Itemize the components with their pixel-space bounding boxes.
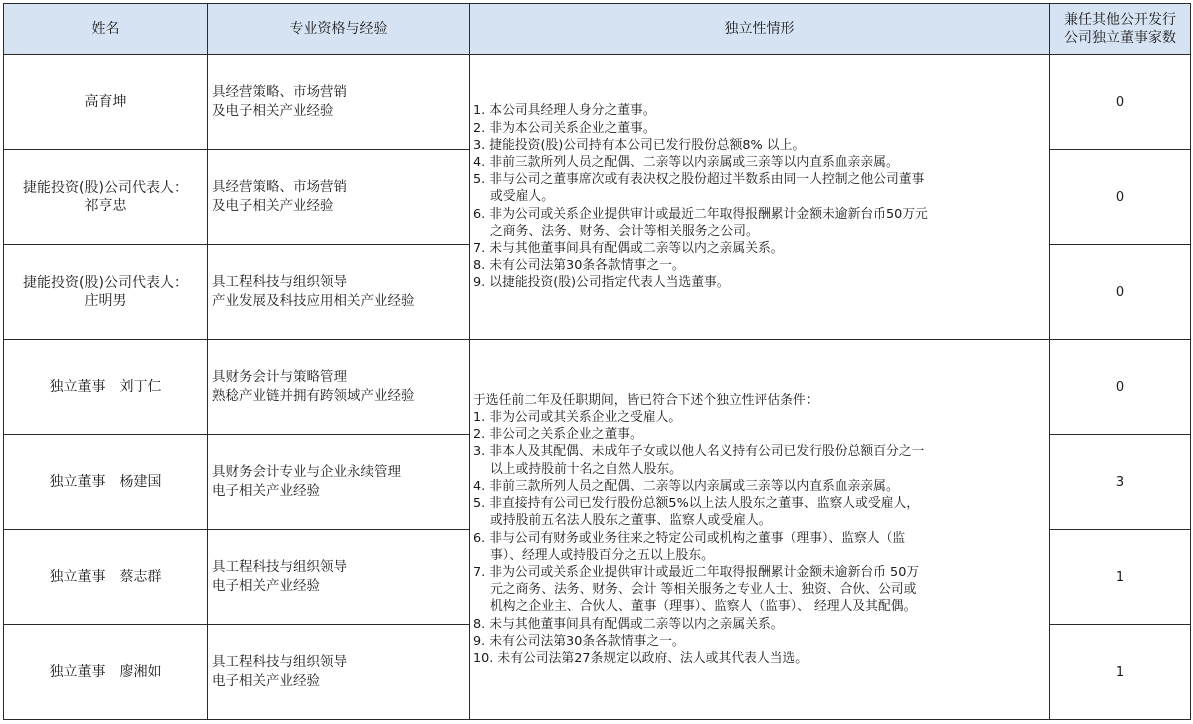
director-qualification: 具工程科技与组织领导 电子相关产业经验 xyxy=(208,625,470,720)
header-concurrent-line1: 兼任其他公开发行 xyxy=(1064,12,1176,28)
director-qualification: 具工程科技与组织领导 电子相关产业经验 xyxy=(208,530,470,625)
header-concurrent-line2: 公司独立董事家数 xyxy=(1064,30,1176,46)
director-name: 高育坤 xyxy=(4,55,208,150)
director-name: 独立董事 廖湘如 xyxy=(4,625,208,720)
header-qualification: 专业资格与经验 xyxy=(208,4,470,55)
director-qualification: 具经营策略、市场营销 及电子相关产业经验 xyxy=(208,55,470,150)
concurrent-count: 0 xyxy=(1050,245,1191,340)
concurrent-count: 1 xyxy=(1050,530,1191,625)
table-row xyxy=(4,55,1191,150)
header-row xyxy=(4,4,1191,55)
concurrent-count: 0 xyxy=(1050,150,1191,245)
header-concurrent xyxy=(1050,4,1191,55)
director-table xyxy=(3,3,1191,720)
director-name: 独立董事 杨建国 xyxy=(4,435,208,530)
independence-group-1: 1. 本公司具经理人身分之董事。 2. 非为本公司关系企业之董事。 3. 捷能投资(股)公司持有本公司已发行股份总额8% 以上。 4. 非前三款所列人员之配偶、二亲等以内亲属或三亲等以内直系血亲亲属。 5. 非与公司之董事席次或有表决权之股份超过半数系由同一人控制之他公司董事 或受雇人。 6. 非为公司或关系企业提供审计或最近二年取得报酬累计金额未逾新台币50万元 之商务、法务、财务、会计等相关服务之公司。 7. 未与其他董事间具有配偶或二亲等以内之亲属关系。 8. 未有公司法第30条各款情事之一。 9. 以捷能投资(股)公司指定代表人当选董事。 xyxy=(470,55,1050,340)
table-row xyxy=(4,340,1191,435)
director-qualification: 具工程科技与组织领导 产业发展及科技应用相关产业经验 xyxy=(208,245,470,340)
header-name: 姓名 xyxy=(4,4,208,55)
director-name: 独立董事 刘丁仁 xyxy=(4,340,208,435)
concurrent-count: 1 xyxy=(1050,625,1191,720)
header-independence: 独立性情形 xyxy=(470,4,1050,55)
independence-group-2: 于选任前二年及任职期间，皆已符合下述个独立性评估条件： 1. 非为公司或其关系企业之受雇人。 2. 非公司之关系企业之董事。 3. 非本人及其配偶、未成年子女或以他人名义持有公司已发行股份总额百分之一 以上或持股前十名之自然人股东。 4. 非前三款所列人员之配偶、二亲等以内亲属或三亲等以内直系血亲亲属。 5. 非直接持有公司已发行股份总额5%以上法人股东之董事、监察人或受雇人， 或持股前五名法人股东之董事、监察人或受雇人。 6. 非与公司有财务或业务往来之特定公司或机构之董事（理事）、监察人（监 事）、经理人或持股百分之五以上股东。 7. 非为公司或关系企业提供审计或最近二年取得报酬累计金额未逾新台币 50万 元之商务、法务、财务、会计 等相关服务之专业人士、独资、合伙、公司或 机构之企业主、合伙人、董事（理事）、监察人（监事）、 经理人及其配偶。 8. 未与其他董事间具有配偶或二亲等以内之亲属关系。 9. 未有公司法第30条各款情事之一。 10. 未有公司法第27条规定以政府、法人或其代表人当选。 xyxy=(470,340,1050,720)
director-qualification: 具财务会计与策略管理 熟稔产业链并拥有跨领域产业经验 xyxy=(208,340,470,435)
concurrent-count: 0 xyxy=(1050,55,1191,150)
concurrent-count: 3 xyxy=(1050,435,1191,530)
director-qualification: 具经营策略、市场营销 及电子相关产业经验 xyxy=(208,150,470,245)
director-name: 捷能投资(股)公司代表人： 庄明男 xyxy=(4,245,208,340)
concurrent-count: 0 xyxy=(1050,340,1191,435)
director-qualification: 具财务会计专业与企业永续管理 电子相关产业经验 xyxy=(208,435,470,530)
director-name: 独立董事 蔡志群 xyxy=(4,530,208,625)
director-name: 捷能投资(股)公司代表人： 祁亨忠 xyxy=(4,150,208,245)
